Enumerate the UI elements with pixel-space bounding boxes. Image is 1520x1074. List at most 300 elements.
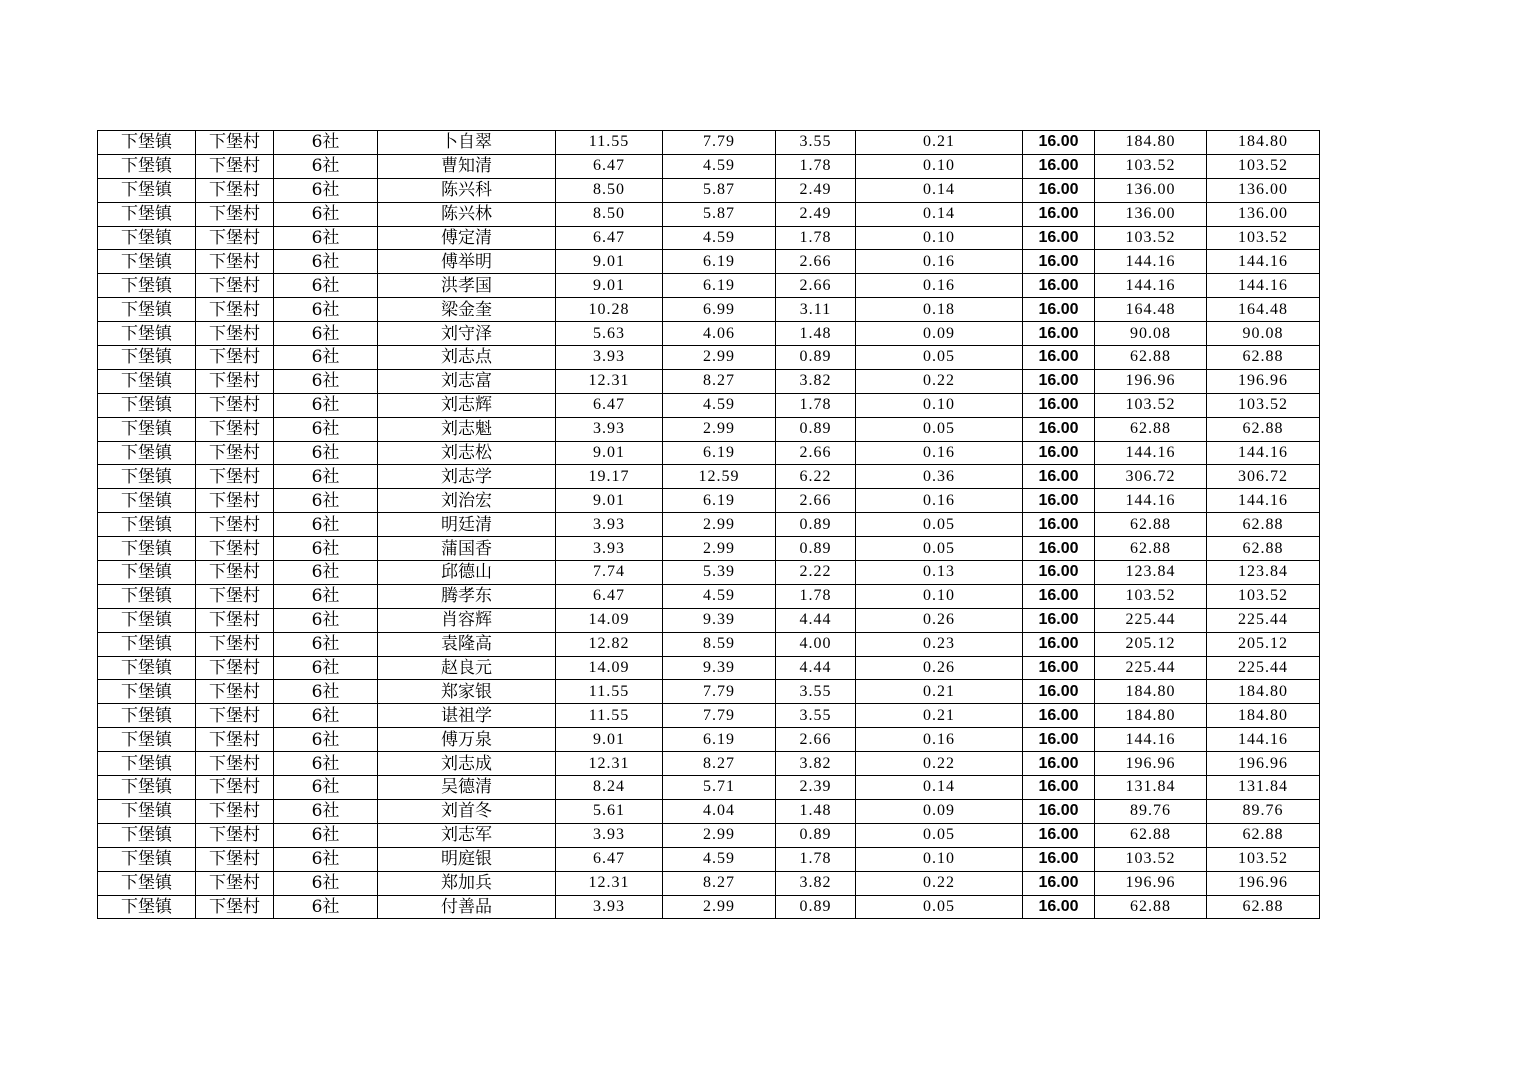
cell-col10: 306.72 [1095, 465, 1207, 489]
cell-col8: 0.16 [856, 489, 1023, 513]
cell-col7: 1.78 [776, 226, 856, 250]
cell-col10: 225.44 [1095, 656, 1207, 680]
cell-col8: 0.22 [856, 369, 1023, 393]
cell-col7: 4.44 [776, 608, 856, 632]
cell-village: 下堡村 [196, 393, 274, 417]
cell-col10: 62.88 [1095, 346, 1207, 370]
cell-col10: 123.84 [1095, 561, 1207, 585]
cell-col5: 14.09 [556, 656, 663, 680]
cell-village: 下堡村 [196, 728, 274, 752]
cell-col6: 2.99 [663, 823, 776, 847]
cell-col6: 4.59 [663, 154, 776, 178]
cell-village: 下堡村 [196, 202, 274, 226]
cell-group: 6社 [274, 274, 378, 298]
cell-group: 6社 [274, 417, 378, 441]
cell-village: 下堡村 [196, 250, 274, 274]
table-body [98, 131, 1320, 919]
cell-name: 刘首冬 [378, 799, 556, 823]
cell-name: 刘志辉 [378, 393, 556, 417]
cell-col5: 5.61 [556, 799, 663, 823]
cell-rate: 16.00 [1023, 441, 1095, 465]
cell-col5: 6.47 [556, 226, 663, 250]
cell-col5: 12.31 [556, 752, 663, 776]
cell-col8: 0.16 [856, 728, 1023, 752]
cell-col8: 0.22 [856, 871, 1023, 895]
cell-col8: 0.09 [856, 322, 1023, 346]
table-row [98, 776, 1320, 800]
cell-town: 下堡镇 [98, 369, 196, 393]
cell-col7: 6.22 [776, 465, 856, 489]
cell-town: 下堡镇 [98, 250, 196, 274]
cell-col5: 3.93 [556, 513, 663, 537]
cell-town: 下堡镇 [98, 178, 196, 202]
cell-name: 明庭银 [378, 847, 556, 871]
table-row [98, 226, 1320, 250]
cell-col10: 89.76 [1095, 799, 1207, 823]
cell-village: 下堡村 [196, 608, 274, 632]
cell-rate: 16.00 [1023, 656, 1095, 680]
cell-rate: 16.00 [1023, 752, 1095, 776]
table-row [98, 895, 1320, 919]
cell-name: 邱德山 [378, 561, 556, 585]
cell-name: 洪孝国 [378, 274, 556, 298]
cell-rate: 16.00 [1023, 728, 1095, 752]
cell-town: 下堡镇 [98, 393, 196, 417]
cell-rate: 16.00 [1023, 799, 1095, 823]
cell-col6: 6.19 [663, 489, 776, 513]
cell-col8: 0.21 [856, 704, 1023, 728]
cell-col6: 4.59 [663, 226, 776, 250]
cell-rate: 16.00 [1023, 632, 1095, 656]
cell-col6: 8.59 [663, 632, 776, 656]
cell-col8: 0.05 [856, 537, 1023, 561]
cell-col6: 2.99 [663, 417, 776, 441]
table-row [98, 154, 1320, 178]
cell-group: 6社 [274, 250, 378, 274]
cell-col11: 205.12 [1207, 632, 1320, 656]
cell-group: 6社 [274, 632, 378, 656]
cell-town: 下堡镇 [98, 847, 196, 871]
cell-col11: 62.88 [1207, 823, 1320, 847]
table-row [98, 823, 1320, 847]
cell-col10: 62.88 [1095, 895, 1207, 919]
cell-col6: 7.79 [663, 680, 776, 704]
cell-town: 下堡镇 [98, 131, 196, 155]
cell-village: 下堡村 [196, 895, 274, 919]
cell-col8: 0.36 [856, 465, 1023, 489]
cell-col10: 144.16 [1095, 250, 1207, 274]
table-row [98, 393, 1320, 417]
cell-col5: 8.50 [556, 178, 663, 202]
cell-col5: 12.82 [556, 632, 663, 656]
cell-col10: 144.16 [1095, 441, 1207, 465]
cell-group: 6社 [274, 298, 378, 322]
cell-group: 6社 [274, 465, 378, 489]
cell-col5: 11.55 [556, 680, 663, 704]
cell-col5: 6.47 [556, 393, 663, 417]
cell-village: 下堡村 [196, 346, 274, 370]
cell-col11: 103.52 [1207, 226, 1320, 250]
cell-col6: 4.06 [663, 322, 776, 346]
cell-rate: 16.00 [1023, 871, 1095, 895]
cell-town: 下堡镇 [98, 154, 196, 178]
cell-col5: 5.63 [556, 322, 663, 346]
cell-col8: 0.14 [856, 178, 1023, 202]
cell-col11: 144.16 [1207, 250, 1320, 274]
cell-col7: 3.55 [776, 680, 856, 704]
cell-village: 下堡村 [196, 465, 274, 489]
cell-col11: 144.16 [1207, 441, 1320, 465]
cell-rate: 16.00 [1023, 561, 1095, 585]
cell-town: 下堡镇 [98, 561, 196, 585]
cell-col8: 0.14 [856, 776, 1023, 800]
table-row [98, 178, 1320, 202]
cell-col11: 144.16 [1207, 274, 1320, 298]
cell-town: 下堡镇 [98, 537, 196, 561]
cell-village: 下堡村 [196, 178, 274, 202]
cell-col7: 2.66 [776, 250, 856, 274]
cell-col7: 3.82 [776, 871, 856, 895]
cell-col8: 0.05 [856, 895, 1023, 919]
cell-col5: 6.47 [556, 584, 663, 608]
cell-col7: 3.82 [776, 752, 856, 776]
cell-col8: 0.05 [856, 346, 1023, 370]
table-row [98, 298, 1320, 322]
cell-village: 下堡村 [196, 776, 274, 800]
cell-name: 郑加兵 [378, 871, 556, 895]
cell-village: 下堡村 [196, 680, 274, 704]
cell-col10: 90.08 [1095, 322, 1207, 346]
cell-group: 6社 [274, 799, 378, 823]
table-row [98, 561, 1320, 585]
cell-col7: 4.00 [776, 632, 856, 656]
cell-col10: 184.80 [1095, 680, 1207, 704]
cell-col7: 3.55 [776, 131, 856, 155]
cell-col7: 0.89 [776, 513, 856, 537]
cell-col10: 196.96 [1095, 871, 1207, 895]
cell-col10: 225.44 [1095, 608, 1207, 632]
cell-col10: 131.84 [1095, 776, 1207, 800]
cell-name: 刘守泽 [378, 322, 556, 346]
cell-town: 下堡镇 [98, 799, 196, 823]
cell-rate: 16.00 [1023, 274, 1095, 298]
table-row [98, 847, 1320, 871]
cell-town: 下堡镇 [98, 513, 196, 537]
cell-col6: 4.59 [663, 847, 776, 871]
cell-village: 下堡村 [196, 752, 274, 776]
cell-group: 6社 [274, 489, 378, 513]
cell-name: 明廷清 [378, 513, 556, 537]
cell-col5: 9.01 [556, 728, 663, 752]
cell-name: 刘志魁 [378, 417, 556, 441]
cell-col10: 144.16 [1095, 489, 1207, 513]
cell-town: 下堡镇 [98, 346, 196, 370]
cell-village: 下堡村 [196, 322, 274, 346]
cell-rate: 16.00 [1023, 369, 1095, 393]
cell-name: 刘志成 [378, 752, 556, 776]
cell-village: 下堡村 [196, 154, 274, 178]
cell-col10: 164.48 [1095, 298, 1207, 322]
cell-town: 下堡镇 [98, 226, 196, 250]
cell-col6: 2.99 [663, 513, 776, 537]
cell-col8: 0.05 [856, 823, 1023, 847]
cell-col7: 0.89 [776, 895, 856, 919]
cell-name: 刘志学 [378, 465, 556, 489]
table-row [98, 346, 1320, 370]
cell-col10: 136.00 [1095, 202, 1207, 226]
table-row [98, 131, 1320, 155]
cell-col5: 3.93 [556, 417, 663, 441]
cell-name: 刘志松 [378, 441, 556, 465]
cell-col6: 2.99 [663, 346, 776, 370]
cell-town: 下堡镇 [98, 489, 196, 513]
cell-col8: 0.10 [856, 226, 1023, 250]
cell-col11: 164.48 [1207, 298, 1320, 322]
cell-col7: 2.22 [776, 561, 856, 585]
cell-group: 6社 [274, 895, 378, 919]
cell-col8: 0.10 [856, 154, 1023, 178]
cell-col11: 184.80 [1207, 680, 1320, 704]
cell-village: 下堡村 [196, 847, 274, 871]
table-row [98, 513, 1320, 537]
cell-col11: 144.16 [1207, 489, 1320, 513]
cell-group: 6社 [274, 847, 378, 871]
table-row [98, 465, 1320, 489]
cell-rate: 16.00 [1023, 250, 1095, 274]
cell-name: 曹知清 [378, 154, 556, 178]
cell-group: 6社 [274, 369, 378, 393]
cell-col5: 11.55 [556, 131, 663, 155]
cell-col11: 184.80 [1207, 704, 1320, 728]
cell-town: 下堡镇 [98, 728, 196, 752]
cell-col7: 2.66 [776, 441, 856, 465]
cell-village: 下堡村 [196, 823, 274, 847]
cell-village: 下堡村 [196, 799, 274, 823]
cell-col10: 136.00 [1095, 178, 1207, 202]
cell-town: 下堡镇 [98, 895, 196, 919]
cell-col8: 0.23 [856, 632, 1023, 656]
cell-village: 下堡村 [196, 632, 274, 656]
cell-group: 6社 [274, 656, 378, 680]
cell-col5: 9.01 [556, 250, 663, 274]
cell-village: 下堡村 [196, 298, 274, 322]
table-row [98, 202, 1320, 226]
cell-name: 梁金奎 [378, 298, 556, 322]
cell-col10: 184.80 [1095, 131, 1207, 155]
cell-name: 肖容辉 [378, 608, 556, 632]
cell-name: 傅举明 [378, 250, 556, 274]
cell-town: 下堡镇 [98, 608, 196, 632]
cell-town: 下堡镇 [98, 298, 196, 322]
cell-col6: 5.71 [663, 776, 776, 800]
cell-rate: 16.00 [1023, 584, 1095, 608]
cell-col10: 62.88 [1095, 823, 1207, 847]
cell-col5: 12.31 [556, 871, 663, 895]
cell-col10: 62.88 [1095, 537, 1207, 561]
cell-col11: 62.88 [1207, 513, 1320, 537]
cell-name: 赵良元 [378, 656, 556, 680]
cell-col11: 196.96 [1207, 369, 1320, 393]
cell-col11: 89.76 [1207, 799, 1320, 823]
cell-col8: 0.26 [856, 608, 1023, 632]
cell-rate: 16.00 [1023, 393, 1095, 417]
cell-name: 傅定清 [378, 226, 556, 250]
cell-col8: 0.26 [856, 656, 1023, 680]
cell-name: 谌祖学 [378, 704, 556, 728]
cell-village: 下堡村 [196, 537, 274, 561]
cell-group: 6社 [274, 131, 378, 155]
cell-rate: 16.00 [1023, 704, 1095, 728]
cell-name: 刘志富 [378, 369, 556, 393]
cell-rate: 16.00 [1023, 776, 1095, 800]
cell-village: 下堡村 [196, 871, 274, 895]
cell-col7: 1.48 [776, 322, 856, 346]
cell-village: 下堡村 [196, 489, 274, 513]
table-row [98, 871, 1320, 895]
cell-col11: 103.52 [1207, 154, 1320, 178]
cell-col5: 6.47 [556, 154, 663, 178]
cell-col11: 123.84 [1207, 561, 1320, 585]
cell-col8: 0.18 [856, 298, 1023, 322]
cell-town: 下堡镇 [98, 632, 196, 656]
cell-name: 刘志点 [378, 346, 556, 370]
cell-name: 吴德清 [378, 776, 556, 800]
table-row [98, 369, 1320, 393]
cell-col11: 306.72 [1207, 465, 1320, 489]
cell-col11: 144.16 [1207, 728, 1320, 752]
cell-col7: 1.48 [776, 799, 856, 823]
cell-col10: 62.88 [1095, 417, 1207, 441]
cell-col5: 9.01 [556, 441, 663, 465]
cell-col6: 7.79 [663, 131, 776, 155]
cell-col11: 62.88 [1207, 537, 1320, 561]
cell-col10: 103.52 [1095, 154, 1207, 178]
cell-col8: 0.05 [856, 417, 1023, 441]
cell-col11: 103.52 [1207, 393, 1320, 417]
cell-group: 6社 [274, 441, 378, 465]
cell-rate: 16.00 [1023, 847, 1095, 871]
data-table [97, 130, 1320, 919]
cell-village: 下堡村 [196, 131, 274, 155]
cell-town: 下堡镇 [98, 752, 196, 776]
cell-col6: 8.27 [663, 871, 776, 895]
cell-col7: 1.78 [776, 154, 856, 178]
cell-col7: 0.89 [776, 823, 856, 847]
cell-col11: 225.44 [1207, 608, 1320, 632]
cell-col10: 103.52 [1095, 393, 1207, 417]
cell-col6: 9.39 [663, 608, 776, 632]
cell-group: 6社 [274, 752, 378, 776]
cell-col6: 4.59 [663, 393, 776, 417]
cell-rate: 16.00 [1023, 298, 1095, 322]
table-row [98, 274, 1320, 298]
cell-col5: 8.50 [556, 202, 663, 226]
cell-col5: 14.09 [556, 608, 663, 632]
table-row [98, 632, 1320, 656]
cell-col5: 10.28 [556, 298, 663, 322]
cell-group: 6社 [274, 322, 378, 346]
cell-name: 腾孝东 [378, 584, 556, 608]
cell-col11: 136.00 [1207, 178, 1320, 202]
table-row [98, 799, 1320, 823]
cell-town: 下堡镇 [98, 656, 196, 680]
cell-group: 6社 [274, 871, 378, 895]
cell-col11: 184.80 [1207, 131, 1320, 155]
cell-col6: 4.04 [663, 799, 776, 823]
cell-col11: 103.52 [1207, 847, 1320, 871]
cell-col5: 9.01 [556, 274, 663, 298]
cell-col6: 6.19 [663, 274, 776, 298]
cell-col5: 19.17 [556, 465, 663, 489]
cell-rate: 16.00 [1023, 489, 1095, 513]
cell-col10: 196.96 [1095, 369, 1207, 393]
cell-name: 陈兴科 [378, 178, 556, 202]
cell-col10: 144.16 [1095, 728, 1207, 752]
cell-col7: 2.39 [776, 776, 856, 800]
cell-col10: 196.96 [1095, 752, 1207, 776]
cell-name: 蒲国香 [378, 537, 556, 561]
cell-town: 下堡镇 [98, 465, 196, 489]
table-row [98, 728, 1320, 752]
cell-col5: 12.31 [556, 369, 663, 393]
table-row [98, 752, 1320, 776]
cell-village: 下堡村 [196, 656, 274, 680]
table-row [98, 704, 1320, 728]
cell-col5: 3.93 [556, 346, 663, 370]
cell-town: 下堡镇 [98, 704, 196, 728]
cell-group: 6社 [274, 561, 378, 585]
cell-col7: 2.49 [776, 178, 856, 202]
cell-group: 6社 [274, 178, 378, 202]
cell-rate: 16.00 [1023, 131, 1095, 155]
cell-col7: 4.44 [776, 656, 856, 680]
cell-town: 下堡镇 [98, 417, 196, 441]
cell-town: 下堡镇 [98, 274, 196, 298]
cell-village: 下堡村 [196, 369, 274, 393]
cell-col10: 205.12 [1095, 632, 1207, 656]
cell-col6: 5.39 [663, 561, 776, 585]
cell-col6: 4.59 [663, 584, 776, 608]
cell-col8: 0.16 [856, 250, 1023, 274]
cell-rate: 16.00 [1023, 680, 1095, 704]
cell-col7: 2.66 [776, 274, 856, 298]
cell-rate: 16.00 [1023, 322, 1095, 346]
cell-col6: 7.79 [663, 704, 776, 728]
table-row [98, 322, 1320, 346]
cell-name: 刘志军 [378, 823, 556, 847]
cell-group: 6社 [274, 584, 378, 608]
table-row [98, 656, 1320, 680]
cell-col5: 9.01 [556, 489, 663, 513]
cell-town: 下堡镇 [98, 584, 196, 608]
cell-col7: 1.78 [776, 393, 856, 417]
cell-col7: 0.89 [776, 537, 856, 561]
cell-group: 6社 [274, 202, 378, 226]
cell-col8: 0.10 [856, 584, 1023, 608]
cell-group: 6社 [274, 513, 378, 537]
cell-col11: 225.44 [1207, 656, 1320, 680]
cell-name: 郑家银 [378, 680, 556, 704]
cell-col10: 62.88 [1095, 513, 1207, 537]
cell-col11: 196.96 [1207, 752, 1320, 776]
cell-name: 袁隆高 [378, 632, 556, 656]
table-row [98, 680, 1320, 704]
cell-col5: 3.93 [556, 823, 663, 847]
cell-group: 6社 [274, 226, 378, 250]
cell-rate: 16.00 [1023, 537, 1095, 561]
cell-group: 6社 [274, 704, 378, 728]
cell-village: 下堡村 [196, 584, 274, 608]
